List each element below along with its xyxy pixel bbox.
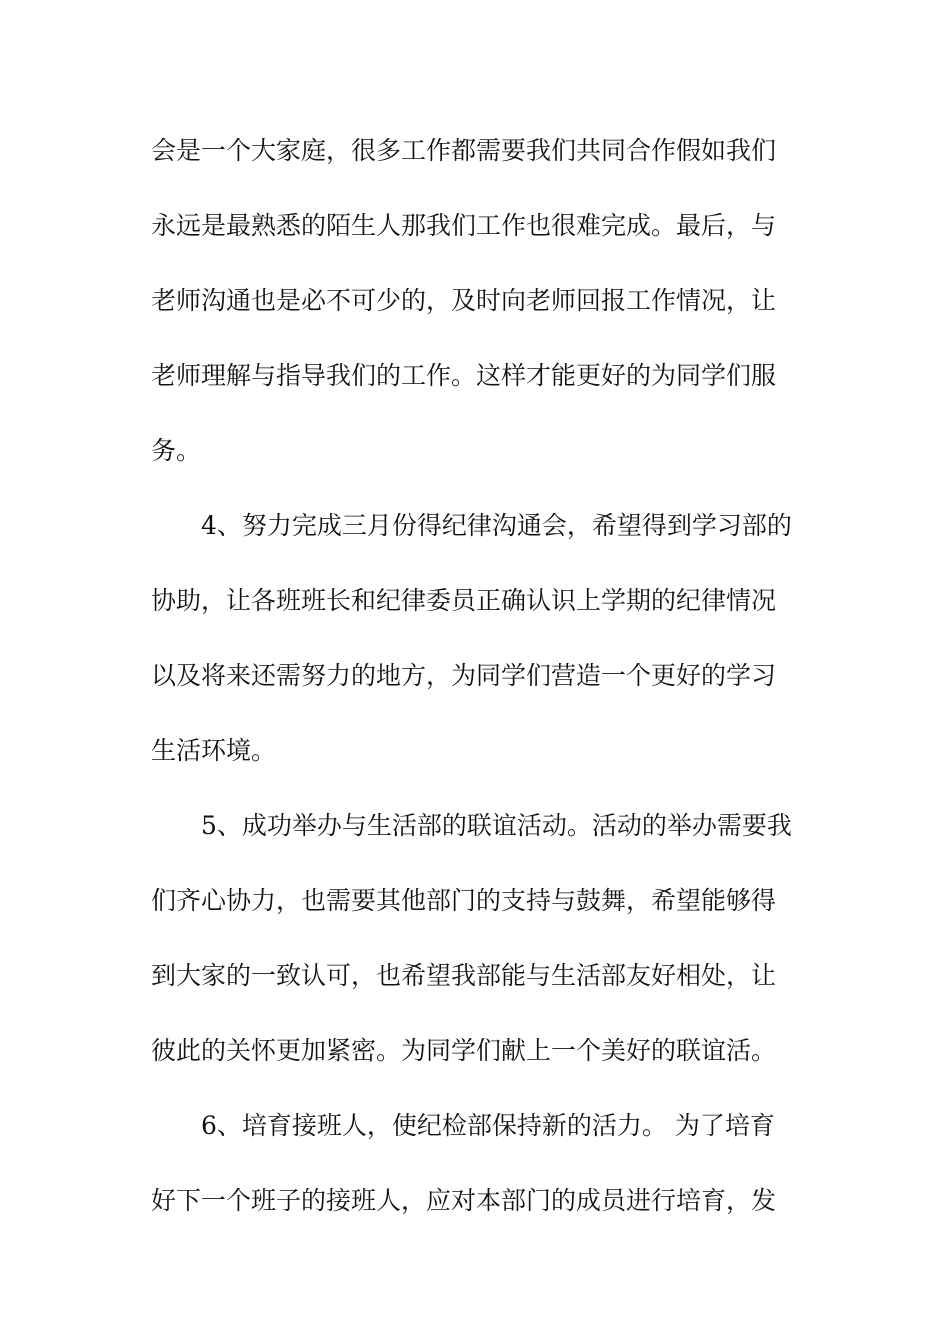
- text-line: 会是一个大家庭，很多工作都需要我们共同合作假如我们: [151, 136, 777, 165]
- text-line: 到大家的一致认可，也希望我部能与生活部友好相处，让: [151, 961, 777, 990]
- text-line: 好下一个班子的接班人，应对本部门的成员进行培育，发: [151, 1186, 777, 1215]
- text-line: 协助，让各班班长和纪律委员正确认识上学期的纪律情况: [151, 586, 777, 615]
- text-line: 务。: [151, 436, 202, 465]
- text-line: 们齐心协力，也需要其他部门的支持与鼓舞，希望能够得: [151, 886, 777, 915]
- text-line: 彼此的关怀更加紧密。为同学们献上一个美好的联谊活。: [151, 1036, 777, 1065]
- text-line: 生活环境。: [151, 736, 277, 765]
- text-line: 以及将来还需努力的地方，为同学们营造一个更好的学习: [151, 661, 777, 690]
- text-line: 老师理解与指导我们的工作。这样才能更好的为同学们服: [151, 361, 777, 390]
- text-line: 永远是最熟悉的陌生人那我们工作也很难完成。最后，与: [151, 211, 777, 240]
- paragraph-6-first-line: 6、培育接班人，使纪检部保持新的活力。 为了培育: [201, 1111, 775, 1140]
- paragraph-5-first-line: 5、成功举办与生活部的联谊活动。活动的举办需要我: [201, 811, 792, 840]
- paragraph-4-first-line: 4、努力完成三月份得纪律沟通会，希望得到学习部的: [201, 511, 792, 540]
- text-line: 老师沟通也是必不可少的，及时向老师回报工作情况，让: [151, 286, 777, 315]
